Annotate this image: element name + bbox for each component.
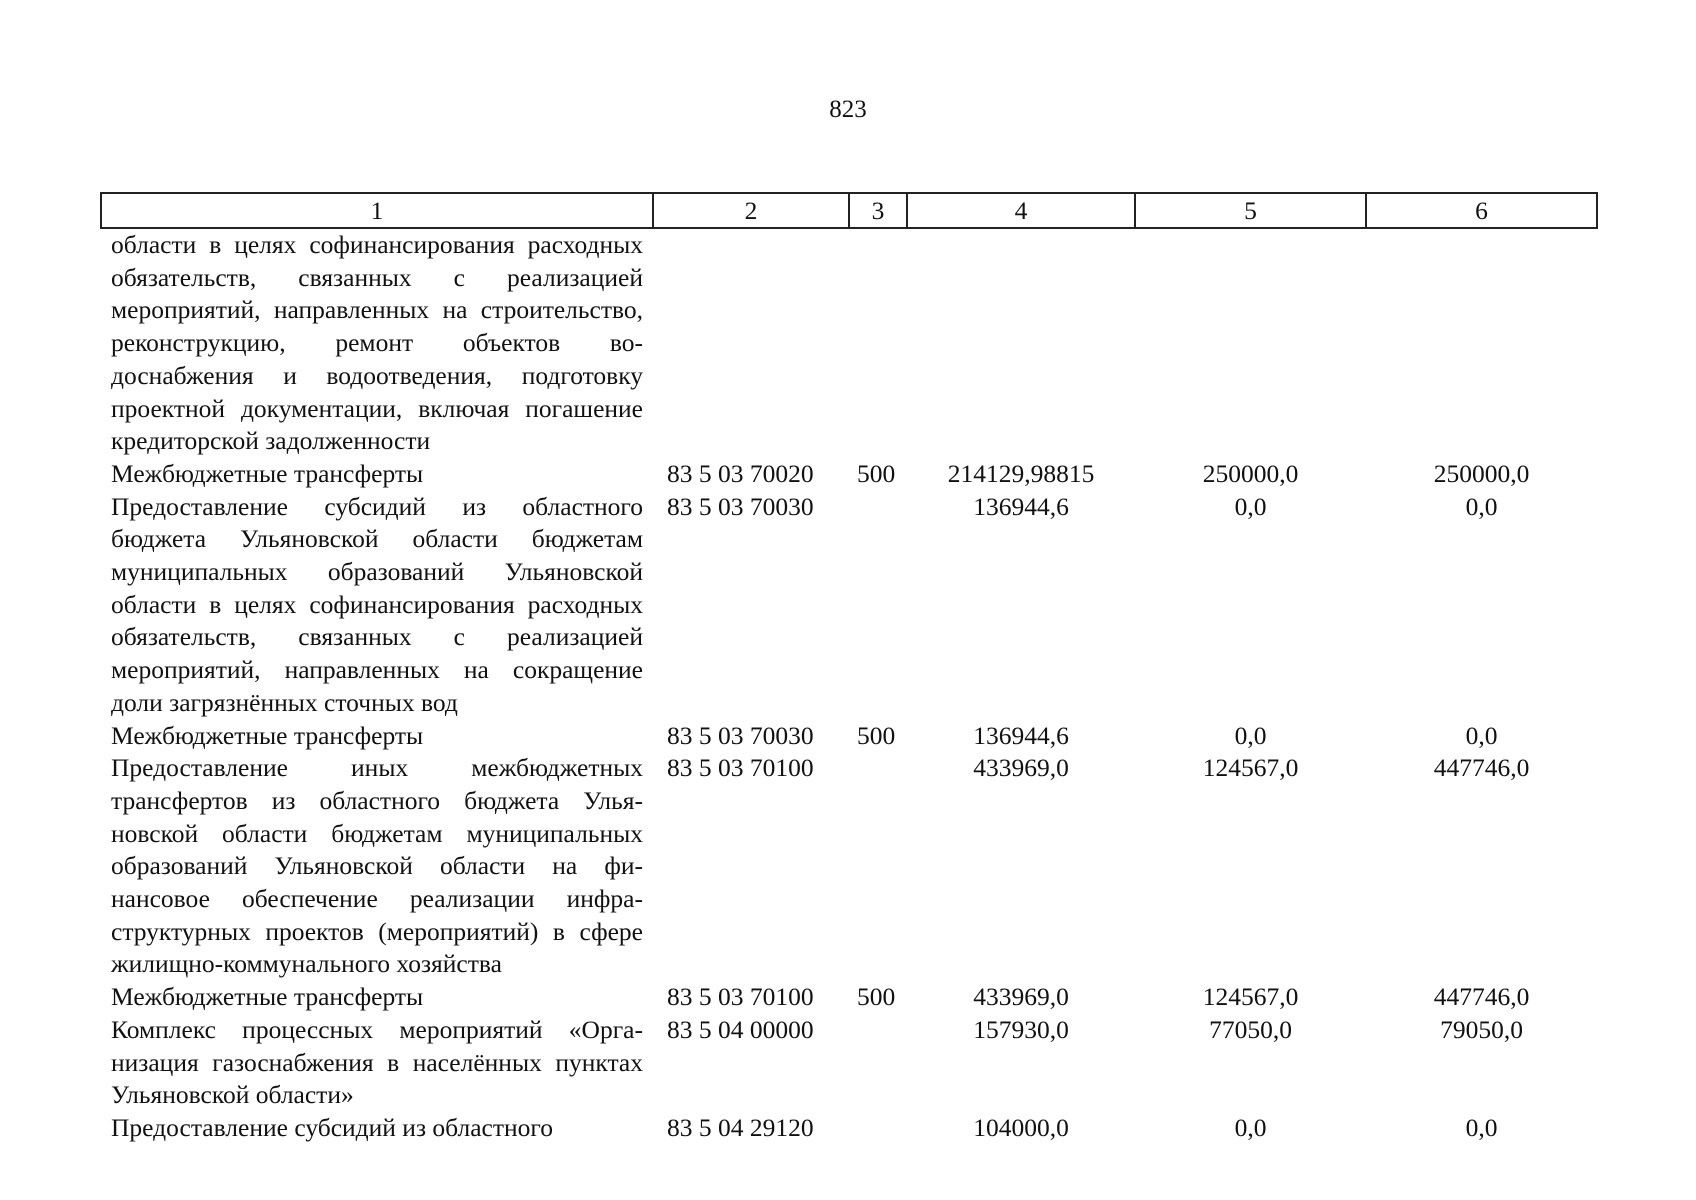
row-value-4: 136944,6	[973, 491, 1069, 521]
row-value-5: 0,0	[1234, 1112, 1267, 1142]
row-name: Межбюджетные трансферты	[111, 458, 424, 488]
row-value-6: 79050,0	[1440, 1014, 1523, 1044]
row-value-5: 124567,0	[1202, 982, 1299, 1012]
row-value-4: 433969,0	[973, 982, 1069, 1012]
row-name: Межбюджетные трансферты	[111, 720, 424, 750]
row-name: Предоставление субсидий из областного	[111, 1112, 553, 1142]
table-row	[101, 1014, 1597, 1112]
header-col-4: 4	[907, 193, 1135, 228]
table-row	[101, 720, 1597, 753]
row-vr	[849, 1112, 907, 1145]
row-value-5	[1135, 228, 1366, 458]
row-vr	[849, 1014, 907, 1112]
row-value-6: 0,0	[1465, 720, 1498, 750]
table-body	[101, 228, 1597, 1145]
row-code: 83 5 04 29120	[667, 1112, 814, 1142]
row-name: Межбюджетные трансферты	[111, 982, 424, 1012]
row-value-6: 447746,0	[1433, 753, 1530, 783]
row-name: Комплекс процессных мероприятий «Организация газоснабжения в населённых пунктах Ульяновской области»	[111, 1014, 643, 1110]
page-number: 823	[829, 96, 867, 123]
table-row	[101, 458, 1597, 491]
row-value-5: 0,0	[1234, 720, 1267, 750]
row-name: Предоставление субсидий из областного бюджета Ульяновской области бюджетам муниципальных образований Ульяновской области в целях софинансирования расходных обязательств, связанных с реализацией мероприятий, направленных на сокращение доли загрязнённых сточных вод	[111, 491, 643, 717]
header-row	[101, 193, 1597, 228]
row-value-6: 250000,0	[1433, 458, 1530, 488]
header-col-2: 2	[653, 193, 849, 228]
header-col-3: 3	[849, 193, 907, 228]
row-vr	[849, 491, 907, 720]
row-code: 83 5 03 70100	[667, 982, 814, 1012]
header-col-6: 6	[1366, 193, 1597, 228]
row-value-6	[1366, 228, 1597, 458]
table-row	[101, 752, 1597, 981]
row-value-4	[907, 228, 1135, 458]
row-value-5: 77050,0	[1209, 1014, 1292, 1044]
row-value-4: 104000,0	[973, 1112, 1069, 1142]
row-value-6: 447746,0	[1433, 982, 1530, 1012]
row-value-4: 157930,0	[973, 1014, 1069, 1044]
row-name: Предоставление иных межбюджетных трансфертов из областного бюджета Ульяновской области бюджетам муниципальных образований Ульяновской области на финансовое обеспечение реализации инфраструктурных проектов (мероприятий) в сфере жилищно-коммунального хозяйства	[111, 753, 643, 979]
row-code: 83 5 03 70020	[667, 458, 814, 488]
row-value-5: 250000,0	[1202, 458, 1299, 488]
row-code: 83 5 03 70030	[667, 491, 814, 521]
row-name: области в целях софинансирования расходных обязательств, связанных с реализацией мероприятий, направленных на строительство, реконструкцию, ремонт объектов водоснабжения и водоотведения, подготовку проектной документации, включая погашение кредиторской задолженности	[111, 230, 643, 456]
table-row	[101, 491, 1597, 720]
row-vr: 500	[857, 982, 896, 1012]
table-row	[101, 228, 1597, 458]
row-code: 83 5 03 70100	[667, 753, 814, 783]
row-vr: 500	[857, 720, 896, 750]
row-value-4: 433969,0	[973, 753, 1069, 783]
table-row	[101, 981, 1597, 1014]
row-code	[653, 228, 849, 458]
row-value-5: 124567,0	[1202, 753, 1299, 783]
row-value-4: 214129,98815	[947, 458, 1095, 488]
table-header	[101, 193, 1597, 228]
row-value-6: 0,0	[1465, 491, 1498, 521]
row-value-4: 136944,6	[973, 720, 1069, 750]
row-vr	[849, 228, 907, 458]
row-code: 83 5 04 00000	[667, 1014, 814, 1044]
row-value-6: 0,0	[1465, 1112, 1498, 1142]
table-row	[101, 1112, 1597, 1145]
row-code: 83 5 03 70030	[667, 720, 814, 750]
header-col-1: 1	[101, 193, 653, 228]
row-vr: 500	[857, 458, 896, 488]
row-vr	[849, 752, 907, 981]
row-value-5: 0,0	[1234, 491, 1267, 521]
header-col-5: 5	[1135, 193, 1366, 228]
budget-table	[100, 192, 1598, 1145]
